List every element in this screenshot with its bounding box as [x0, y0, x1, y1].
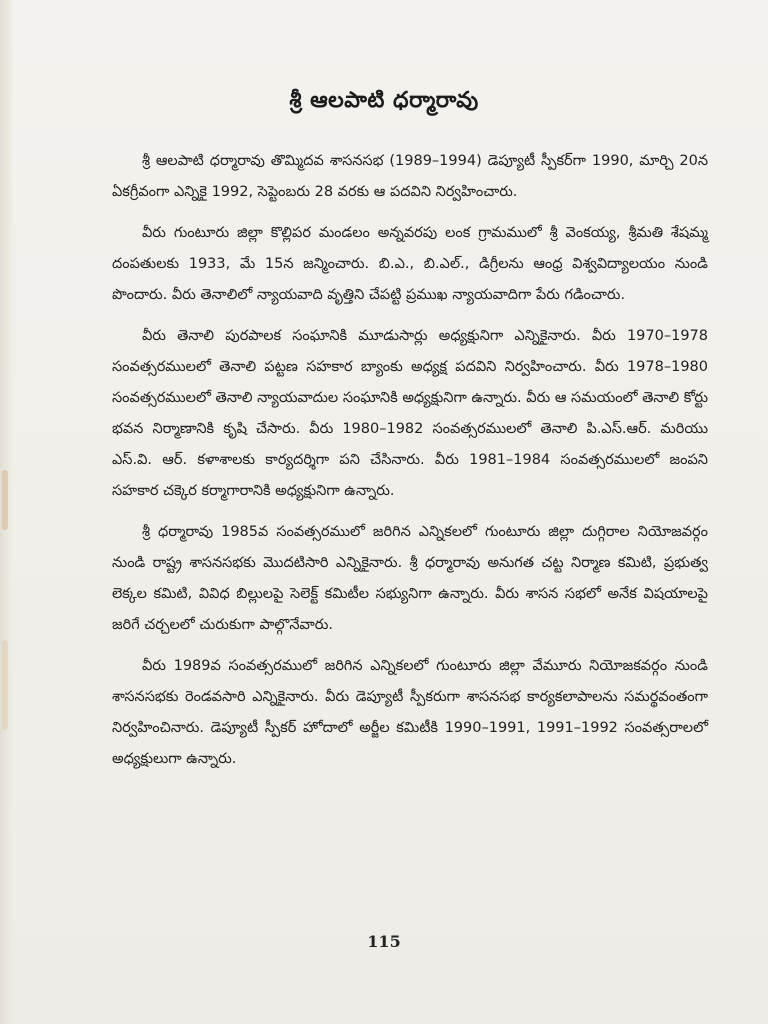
- paragraph-early-life: వీరు గుంటూరు జిల్లా కొల్లిపర మండలం అన్నవరపు లంక గ్రామములో శ్రీ వెంకయ్య, శ్రీమతి శేషమ్మ దంపతులకు 1933, మే 15న జన్మించారు. బి.ఎ., బి.ఎల్., డిగ్రీలను ఆంధ్ర విశ్వవిద్యాలయం నుండి పొందారు. వీరు తెనాలిలో న్యాయవాది వృత్తిని చేపట్టి ప్రముఖ న్యాయవాదిగా పేరు గడించారు.: [112, 225, 708, 303]
- paragraph-deputy-speaker-term: శ్రీ ఆలపాటి ధర్మారావు తొమ్మిదవ శాసనసభ (1989–1994) డెప్యూటీ స్పీకర్‌గా 1990, మార్చి 20న ఏకగ్రీవంగా ఎన్నికై 1992, సెప్టెంబరు 28 వరకు ఆ పదవిని నిర్వహించారు.: [112, 153, 708, 200]
- paragraph-1985-election: శ్రీ ధర్మారావు 1985వ సంవత్సరములో జరిగిన ఎన్నికలలో గుంటూరు జిల్లా దుగ్గిరాల నియోజవర్గం నుండి రాష్ట్ర శాసనసభకు మొదటిసారి ఎన్నికైనారు. శ్రీ ధర్మారావు అనుగత చట్ట నిర్మాణ కమిటి, ప్రభుత్వ లెక్కల కమిటి, వివిధ బిల్లులపై సెలెక్ట్ కమిటీల సభ్యునిగా ఉన్నారు. వీరు శాసన సభలో అనేక విషయాలపై జరిగే చర్చలలో చురుకుగా పాల్గొనేవారు.: [112, 524, 708, 633]
- paragraph-1989-election: వీరు 1989వ సంవత్సరములో జరిగిన ఎన్నికలలో గుంటూరు జిల్లా వేమూరు నియోజకవర్గం నుండి శాసనసభకు రెండవసారి ఎన్నికైనారు. వీరు డెప్యూటీ స్పీకరుగా శాసనసభ కార్యకలాపాలను సమర్థవంతంగా నిర్వహించినారు. డెప్యూటీ స్పీకర్ హోదాలో అర్జీల కమిటీకి 1990–1991, 1991–1992 సంవత్సరాలలో అధ్యక్షులుగా ఉన్నారు.: [112, 658, 708, 767]
- binding-stain: [2, 470, 8, 530]
- page-title: శ్రీ ఆలపాటి ధర్మారావు: [289, 88, 479, 113]
- body-text: [112, 146, 708, 785]
- page-number: 115: [367, 932, 401, 951]
- paragraph-tenali-positions: వీరు తెనాలి పురపాలక సంఘానికి మూడుసార్లు అధ్యక్షునిగా ఎన్నికైనారు. వీరు 1970–1978 సంవత్సరములలో తెనాలి పట్టణ సహకార బ్యాంకు అధ్యక్ష పదవిని నిర్వహించారు. వీరు 1978–1980 సంవత్సరములలో తెనాలి న్యాయవాదుల సంఘానికి అధ్యక్షునిగా ఉన్నారు. వీరు ఆ సమయంలో తెనాలి కోర్టు భవన నిర్మాణానికి కృషి చేసారు. వీరు 1980–1982 సంవత్సరములలో తెనాలి పి.ఎస్.ఆర్. మరియు ఎస్.వి. ఆర్. కళాశాలకు కార్యదర్శిగా పని చేసినారు. వీరు 1981–1984 సంవత్సరములలో జంపని సహకార చక్కెర కర్మాగారానికి అధ్యక్షునిగా ఉన్నారు.: [112, 328, 708, 499]
- binding-stain: [2, 640, 8, 730]
